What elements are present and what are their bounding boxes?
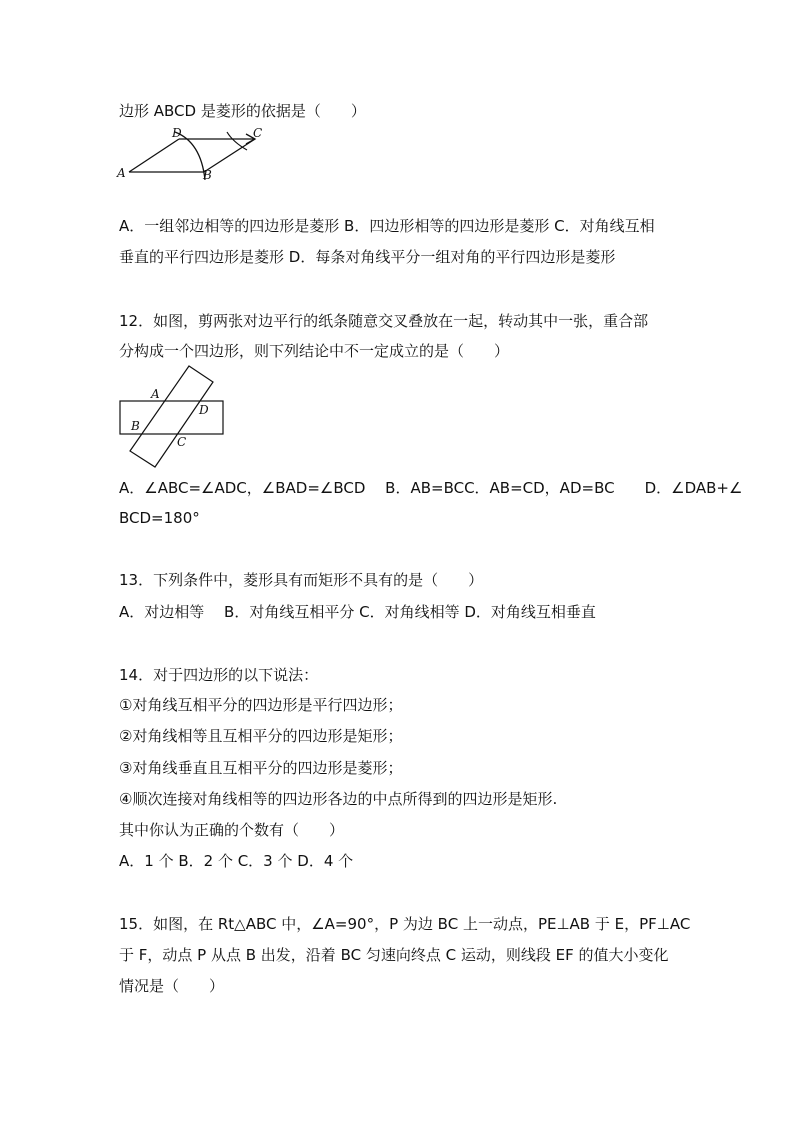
label-b: B [203,168,212,180]
q15-stem-line2: 于 F，动点 P 从点 B 出发，沿着 BC 匀速向终点 C 运动，则线段 EF 的值大小变化 [119,946,669,964]
q14-item-3: ③对角线垂直且互相平分的四边形是菱形； [119,759,403,777]
crossed-strips-figure [115,362,227,470]
q12-stem-line2: 分构成一个四边形，则下列结论中不一定成立的是（ ） [119,342,510,360]
q15-stem-line1: 15．如图，在 Rt△ABC 中，∠A=90°，P 为边 BC 上一动点，PE⊥AB 于 E，PF⊥AC [119,915,691,933]
q11-stem: 边形 ABCD 是菱形的依据是（ ） [119,102,366,120]
label-c: C [177,435,187,449]
q14-item-2: ②对角线相等且互相平分的四边形是矩形； [119,727,403,745]
construction-arc-2 [227,132,247,150]
q12-options-line2: BCD=180° [119,509,200,527]
label-a: A [151,387,160,401]
q14-options: A．1 个 B．2 个 C．3 个 D．4 个 [119,852,354,870]
q14-stem: 14．对于四边形的以下说法： [119,666,319,684]
q12-stem-line1: 12．如图，剪两张对边平行的纸条随意交叉叠放在一起，转动其中一张，重合部 [119,312,649,330]
q13-options: A．对边相等 B．对角线互相平分 C．对角线相等 D．对角线互相垂直 [119,603,596,621]
q12-options-line1: A．∠ABC=∠ADC，∠BAD=∠BCD B．AB=BCC．AB=CD，AD=BC D．∠DAB+∠ [119,479,743,497]
rhombus-construction-figure [115,128,275,180]
q15-stem-line3: 情况是（ ） [119,977,225,995]
label-d: D [199,403,209,417]
label-d: D [172,128,182,140]
q13-stem: 13．下列条件中，菱形具有而矩形不具有的是（ ） [119,571,484,589]
q14-item-4: ④顺次连接对角线相等的四边形各边的中点所得到的四边形是矩形. [119,790,558,808]
label-c: C [253,128,263,140]
q14-question: 其中你认为正确的个数有（ ） [119,821,345,839]
q11-options-line2: 垂直的平行四边形是菱形 D．每条对角线平分一组对角的平行四边形是菱形 [119,248,616,266]
q14-item-1: ①对角线互相平分的四边形是平行四边形； [119,696,403,714]
segment-ad [129,139,179,172]
label-b: B [131,419,140,433]
q11-options-line1: A．一组邻边相等的四边形是菱形 B．四边形相等的四边形是菱形 C．对角线互相 [119,217,655,235]
label-a: A [117,166,126,180]
